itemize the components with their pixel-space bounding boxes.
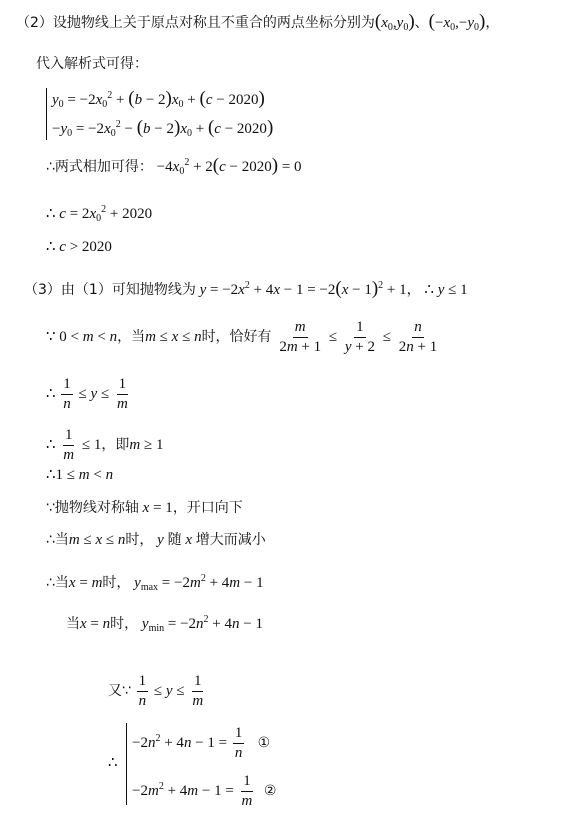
again-because-text: 又∵ <box>108 682 131 699</box>
therefore-sign: ∴ <box>46 206 56 222</box>
line-c-eq: ∴ $c = 2x_0^2 + 2020$ <box>46 204 153 224</box>
fraction-1n: $\frac{1}{n}$ <box>63 376 71 412</box>
axis-text: ∵抛物线对称轴 <box>46 500 139 516</box>
line-1m-le-1: ∴ $\frac{1}{m}$ ≤ 1，即m ≥ 1 <box>46 427 164 463</box>
when-text: ∴当 <box>46 532 69 548</box>
fraction-1m: $\frac{1}{m}$ <box>241 773 253 809</box>
line-p2-intro: （2）设抛物线上关于原点对称且不重合的两点坐标分别为$(x_0,y_0)$、$(-x_0,-y_0)$， <box>16 11 500 33</box>
system2-eq2: $-2m^2 + 4m - 1$ = $\frac{1}{m}$ ② <box>132 773 277 809</box>
line-decreasing: ∴当m ≤ x ≤ n时， y 随 x 增大而减小 <box>46 532 266 548</box>
p2-substitute: 代入解析式可得： <box>36 56 148 72</box>
line-axis: ∵抛物线对称轴 x = 1，开口向下 <box>46 500 243 516</box>
p2-intro-text: （2）设抛物线上关于原点对称且不重合的两点坐标分别为 <box>16 15 375 31</box>
p2-sep: 、 <box>414 15 429 31</box>
therefore-sign: ∴ <box>46 436 56 453</box>
fraction-1m: $\frac{1}{m}$ <box>116 376 128 412</box>
line-p3-intro: （3）由（1）可知抛物线为 $y = -2x^2 + 4x - 1 = -2(x - 1)^2 + 1$， ∴ y ≤ 1 <box>24 278 468 299</box>
system-brace-2 <box>126 723 127 805</box>
system-brace-1 <box>46 88 47 140</box>
fraction-1n: $\frac{1}{n}$ <box>138 673 147 709</box>
fraction-m: $\frac{m}{2m + 1}$ <box>279 319 322 355</box>
line-c-gt: ∴ c > 2020 <box>46 239 112 255</box>
therefore-sign: ∴ <box>424 282 434 298</box>
time-text: 时， <box>125 532 154 548</box>
p3-intro-text: （3）由（1）可知抛物线为 <box>24 282 196 298</box>
line-because-m-n: ∵ 0 < m < n，当m ≤ x ≤ n时，恰好有 $\frac{m}{2m + 1}$ ≤ $\frac{1}{y + 2}$ ≤ $\frac{n}{2n + 1}$ <box>46 319 438 355</box>
line-sum: ∴两式相加可得： $-4x_0^2 + 2(c - 2020) = 0$ <box>46 155 302 177</box>
decrease-text: 增大而减小 <box>195 532 266 548</box>
therefore-sign: ∴ <box>46 467 56 483</box>
time-text: 时， <box>110 616 139 632</box>
eq2-marker: ② <box>263 782 277 799</box>
line-ymin: 当x = n时， $y_{min} = -2n^2 + 4n - 1$ <box>66 614 263 634</box>
system1-eq2: $-y_0 = -2x_0^2 - (b - 2)x_0 + (c - 2020)$ <box>52 117 274 139</box>
fraction-1m: $\frac{1}{m}$ <box>192 673 204 709</box>
with-text: 随 <box>167 532 182 548</box>
fraction-y: $\frac{1}{y + 2}$ <box>344 319 375 355</box>
line-1-le-m-lt-n: ∴1 ≤ m < n <box>46 467 114 483</box>
eq1-marker: ① <box>257 734 271 751</box>
line-ymax: ∴当x = m时， $y_{max} = -2m^2 + 4m - 1$ <box>46 573 264 593</box>
when-text: ，当 <box>117 328 146 345</box>
namely-text: ，即 <box>101 436 130 453</box>
fraction-1m: $\frac{1}{m}$ <box>63 427 75 463</box>
system1-eq1: $y_0 = -2x_0^2 + (b - 2)x_0 + (c - 2020)$ <box>52 88 265 110</box>
comma: ， <box>406 282 421 298</box>
when-text: 当 <box>66 616 80 632</box>
therefore-sign-system2: ∴ <box>108 755 118 771</box>
system2-eq1: $-2n^2 + 4n - 1$ = $\frac{1}{n}$ ① <box>132 725 271 761</box>
therefore-sign: ∴ <box>46 239 56 255</box>
p2-tail: ， <box>485 15 500 31</box>
therefore-sign: ∴ <box>46 385 56 402</box>
when-end-text: 时，恰好有 <box>201 328 272 345</box>
when-text: ∴当 <box>46 575 69 591</box>
line-again-because: 又∵ $\frac{1}{n}$ ≤ y ≤ $\frac{1}{m}$ <box>108 673 204 709</box>
line-y-range: ∴ $\frac{1}{n}$ ≤ y ≤ $\frac{1}{m}$ <box>46 376 128 412</box>
opens-down-text: ，开口向下 <box>172 500 243 516</box>
because-sign: ∵ <box>46 328 56 345</box>
fraction-1n: $\frac{1}{n}$ <box>234 725 243 761</box>
time-text: 时， <box>102 575 131 591</box>
fraction-n: $\frac{n}{2n + 1}$ <box>398 319 438 355</box>
add-label: ∴两式相加可得： <box>46 159 153 175</box>
